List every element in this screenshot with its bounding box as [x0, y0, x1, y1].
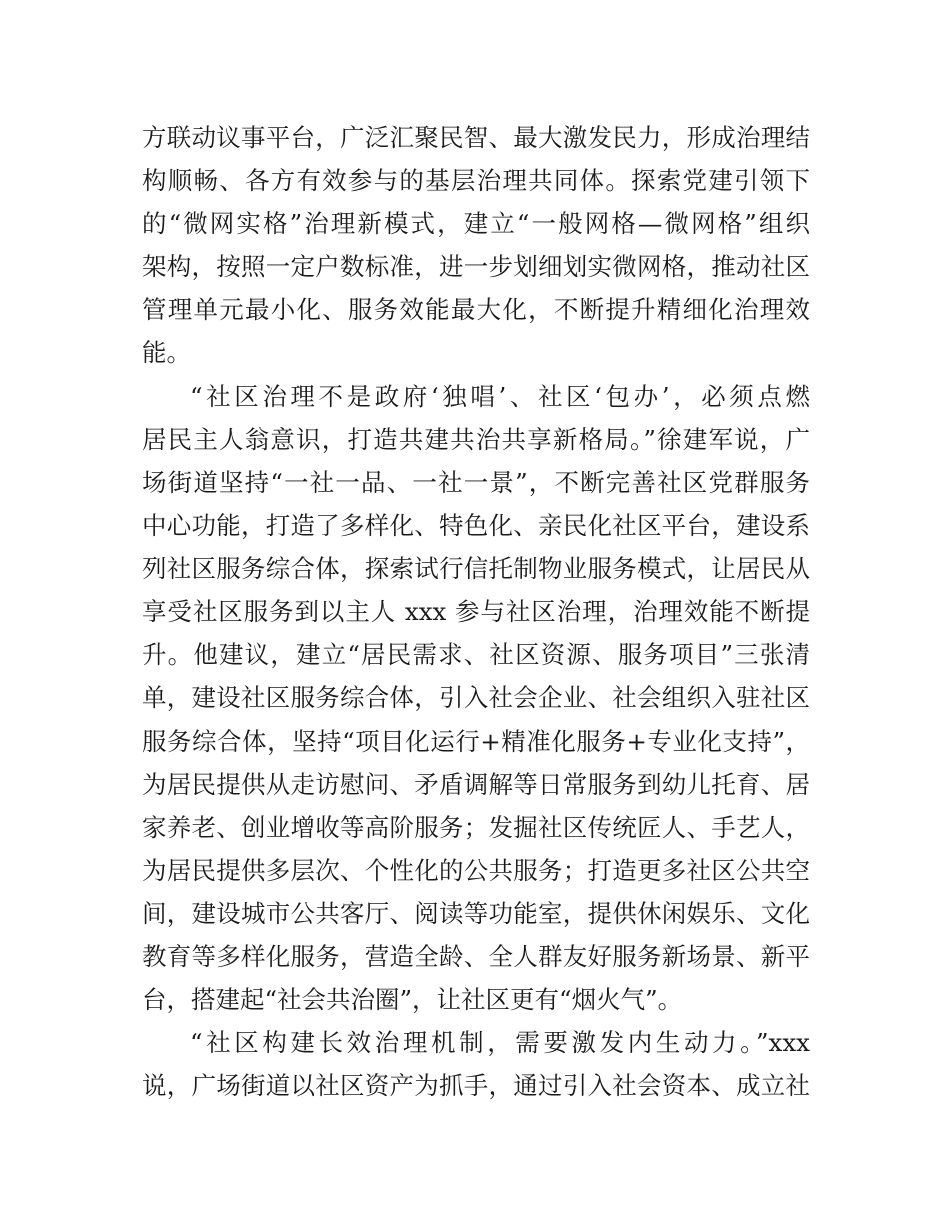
text-line: 管理单元最小化、服务效能最大化，不断提升精细化治理效 — [142, 295, 810, 324]
text-line: 场街道坚持“一社一品、一社一景”，不断完善社区党群服务 — [142, 468, 810, 497]
text-line: 间，建设城市公共客厅、阅读等功能室，提供休闲娱乐、文化 — [142, 899, 810, 928]
text-line: 中心功能，打造了多样化、特色化、亲民化社区平台，建设系 — [142, 511, 810, 540]
paragraph-first-line: “社区治理不是政府‘独唱’、社区‘包办’，必须点燃 — [190, 382, 810, 411]
text-line: 家养老、创业增收等高阶服务；发掘社区传统匠人、手艺人， — [142, 813, 810, 842]
text-line: 台，搭建起“社会共治圈”，让社区更有“烟火气”。 — [142, 985, 683, 1014]
text-line: 构顺畅、各方有效参与的基层治理共同体。探索党建引领下 — [142, 166, 810, 195]
text-line: 享受社区服务到以主人 xxx 参与社区治理，治理效能不断提 — [142, 597, 810, 626]
text-line: 单，建设社区服务综合体，引入社会企业、社会组织入驻社区 — [142, 683, 810, 712]
paragraph-first-line: “社区构建长效治理机制，需要激发内生动力。”xxx — [190, 1028, 810, 1057]
text-line: 居民主人翁意识，打造共建共治共享新格局。”徐建军说，广 — [142, 425, 810, 454]
text-line: 方联动议事平台，广泛汇聚民智、最大激发民力，形成治理结 — [142, 123, 810, 152]
text-line: 的“微网实格”治理新模式，建立“一般网格—微网格”组织 — [142, 209, 810, 238]
text-line: 为居民提供从走访慰问、矛盾调解等日常服务到幼儿托育、居 — [142, 770, 810, 799]
text-line: 架构，按照一定户数标准，进一步划细划实微网格，推动社区 — [142, 252, 810, 281]
text-line: 升。他建议，建立“居民需求、社区资源、服务项目”三张清 — [142, 640, 810, 669]
text-line: 教育等多样化服务，营造全龄、全人群友好服务新场景、新平 — [142, 942, 810, 971]
text-line: 能。 — [142, 338, 191, 367]
text-line: 说，广场街道以社区资产为抓手，通过引入社会资本、成立社 — [142, 1071, 810, 1100]
text-line: 列社区服务综合体，探索试行信托制物业服务模式，让居民从 — [142, 554, 810, 583]
text-line: 服务综合体，坚持“项目化运行+精准化服务+专业化支持”， — [142, 727, 810, 756]
text-line: 为居民提供多层次、个性化的公共服务；打造更多社区公共空 — [142, 856, 810, 885]
